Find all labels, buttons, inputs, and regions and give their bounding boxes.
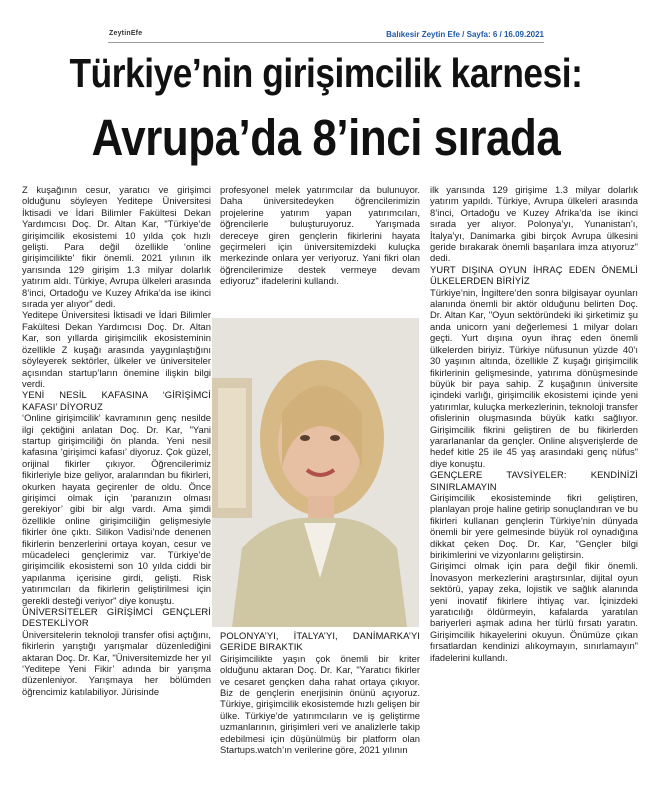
publication-info: Balıkesir Zeytin Efe / Sayfa: 6 / 16.09.2021 — [386, 30, 544, 39]
subheading: YURT DIŞINA OYUN İHRAÇ EDEN ÖNEMLİ ÜLKELERDEN BİRİYİZ — [430, 263, 638, 287]
header-divider — [108, 42, 544, 43]
masthead — [0, 0, 652, 44]
article-column-2-bottom — [220, 630, 420, 755]
paragraph: Girişimci olmak için para değil fikir önemli. İnovasyon merkezlerini araştırsınlar, dijital oyun sektörü, yapay zeka, lojistik ve sağlık alanında yeni inovatif fikirlere ihtiyaç var. İçinizdeki yaratıcılığı öldürmeyin, kafalarda yaratılan bariyerleri aşmak adına her türlü fırsatı yaratın. Girişimcilik hikayelerini okuyun. Önümüze çıkan fırsatlardan kendinizi alıkoymayın, sınırlamayın" ifadelerini kullandı. — [430, 560, 638, 663]
portrait-photo — [212, 318, 419, 627]
subheading: YENİ NESİL KAFASINA ‘GİRİŞİMCİ KAFASI’ DİYORUZ — [22, 389, 211, 412]
paragraph: Girişimcilik ekosisteminde fikri geliştiren, planlayan proje haline getirip sonuçlandıran ve bu fikirleri kullanan gençlerin Türkiye’nin dünyada önemli bir yere gelmesinde büyük rol oynadığına dikkat çeken Doç. Dr. Kar, "Gençler bilgi birikimlerini ve vizyonlarını geliştirsin. — [430, 491, 638, 560]
article-column-3 — [430, 184, 638, 663]
paragraph: Yeditepe Üniversitesi İktisadi ve İdari Bilimler Fakültesi Dekan Yardımcısı Doç. Dr. Altan Kar, son yıllarda girişimcilik ekosisteminin özellikle Z kuşağı arasında yaygınlaştığını söyleyerek sektörler, ülkeler ve üniversiteler açısından startup’ların önemine ilişkin bilgi verdi. — [22, 309, 211, 389]
subheading: GENÇLERE TAVSİYELER: KENDİNİZİ SINIRLAMAYIN — [430, 469, 638, 492]
paragraph: Z kuşağının cesur, yaratıcı ve girişimci olduğunu söyleyen Yeditepe Üniversitesi İktisadi ve İdari Bilimler Fakültesi Dekan Yardımcısı Doç. Dr. Altan Kar, "Türkiye’de girişimcilik ekosistemi 10 yılda çok hızlı gelişti. Para değil özellikle ‘online girişimcilikte’ fikir önemli. 2021 yılının ilk yarısında 129 girişim 1.3 milyar dolarlık yatırım aldı. Türkiye, Avrupa ülkeleri arasında 8’inci, Ortadoğu ve Kuzey Afrika’da ise ikinci sırada yer alıyor" dedi. — [22, 184, 211, 310]
paragraph: Türkiye’nin, İngiltere’den sonra bilgisayar oyunları alanında önemli bir aktör olduğunu belirten Doç. Dr. Altan Kar, "Oyun sektöründeki iki şirketimiz şu anda unicorn yani değerlemesi 1 milyar doları geçti. Yurt dışına oyun ihraç eden önemli ülkelerden biriyiz. Türkiye nüfusunun yüzde 40’ı 30 yaşının altında, özellikle Z kuşağı girişimcilik fikirlerinin gelişmesinde, yatırıma dönüşmesinde büyük bir paya sahip. Z kuşağının üniversite içindeki varlığı, girişimcilik ekosistemi içinde yeni yatırımlar, kuluçka merkezlerinin, teknoloji transfer ofislerinin oluşmasında büyük katkı sağlıyor. Girişimcilik fikrini geliştiren de bu fikirlerden yararlananlar da gençler. Online alışverişlerde de hedef kitle 25 ile 45 yaş arasındaki genç nüfus" diye konuştu. — [430, 286, 638, 469]
article-column-2-top — [220, 184, 420, 287]
portrait-photo-image — [212, 318, 419, 627]
paragraph: Girişimcilikte yaşın çok önemli bir kriter olduğunu aktaran Doç. Dr. Kar, "Yaratıcı fikirler ve cesaret gençken daha rahat ortaya çıkıyor. Biz de gençlerin enerjisinin önünü açıyoruz. Türkiye, girişimcilik ekosistemde hızlı gelişen bir ülke. Türkiye’de yatırımcıların ve iş geliştirme uzmanlarının, girişimleri veri ve analizlerle takip edebilmesi için düşünülmüş bir platform olan Startups.watch’ın verilerine göre, 2021 yılının — [220, 652, 420, 756]
paragraph: ilk yarısında 129 girişime 1.3 milyar dolarlık yatırım yapıldı. Türkiye, Avrupa ülkeleri arasında 8’inci, Ortadoğu ve Kuzey Afrika’da ise ikinci sırada yer alıyor. Polonya’yı, Yunanistan’ı, İtalya’yı, Danimarka gibi birçok Avrupa ülkesini geride bırakarak önemli başarılara imza atıyoruz" dedi. — [430, 184, 638, 264]
paragraph: profesyonel melek yatırımcılar da bulunuyor. Daha üniversitedeyken öğrencilerimizin projelerine yatırım yapan yatırımcıları, öğrencilerle buluşturuyoruz. Yarışmada dereceye giren gençlerin fikirlerini hayata geçirmeleri için üniversitemizdeki kuluçka merkezinde onlara yer veriyoruz. Yani fikri olan öğrencilerimize destek vermeye devam ediyoruz" ifadelerini kullandı. — [220, 184, 420, 287]
article-column-1 — [22, 184, 211, 697]
headline-line-2: Avrupa’da 8’inci sırada — [91, 109, 561, 166]
subheading: POLONYA’YI, İTALYA’YI, DANİMARKA’YI GERİDE BIRAKTIK — [220, 630, 420, 653]
paragraph: ‘Online girişimcilik’ kavramının genç nesilde ilgi çektiğini anlatan Doç. Dr. Kar, "Yani startup girişimciliği ön planda. Yeni nesil kafasına ‘girişimci kafası’ diyoruz. Çok güzel, orijinal fikirler çıkıyor. Öğrencilerimiz fikirleriyle bize geliyor, aralarından bu fikirleri, okurken hayata geçirenler de oldu. Önce girişimci olmak için ‘paranızın olması gerekiyor’ gibi bir algı vardı. Ama şimdi özellikle online girişimciliğin gelişmesiyle fikirler öne çıktı. Silikon Vadisi’nde denenen fikirlerin benzerlerini ortaya koyan, cesur ve mücadeleci gençlerimiz var. Türkiye’de girişimcilik ekosistemi son 10 yılda ciddi bir yapılanma içerisine girdi, gelişti. Risk yatırımcıları da fikirlerin geliştirilmesi için gerekli desteği veriyor" diye konuştu. — [22, 412, 211, 606]
subheading: ÜNİVERSİTELER GİRİŞİMCİ GENÇLERİ DESTEKLİYOR — [22, 606, 211, 629]
newspaper-logo: ZeytinEfe — [109, 30, 143, 37]
headline-line-1: Türkiye’nin girişimcilik karnesi: — [69, 50, 583, 96]
paragraph: Üniversitelerin teknoloji transfer ofisi açtığını, fikirlerin yarıştığı yarışmalar düzenlediğini aktaran Doç. Dr. Kar, "Üniversitemizde her yıl ‘Yeditepe Yeni Fikir’ adında bir yarışma düzenleniyor. Yarışmaya her bölümden öğrencimiz katılabiliyor. Jürisinde — [22, 628, 211, 697]
